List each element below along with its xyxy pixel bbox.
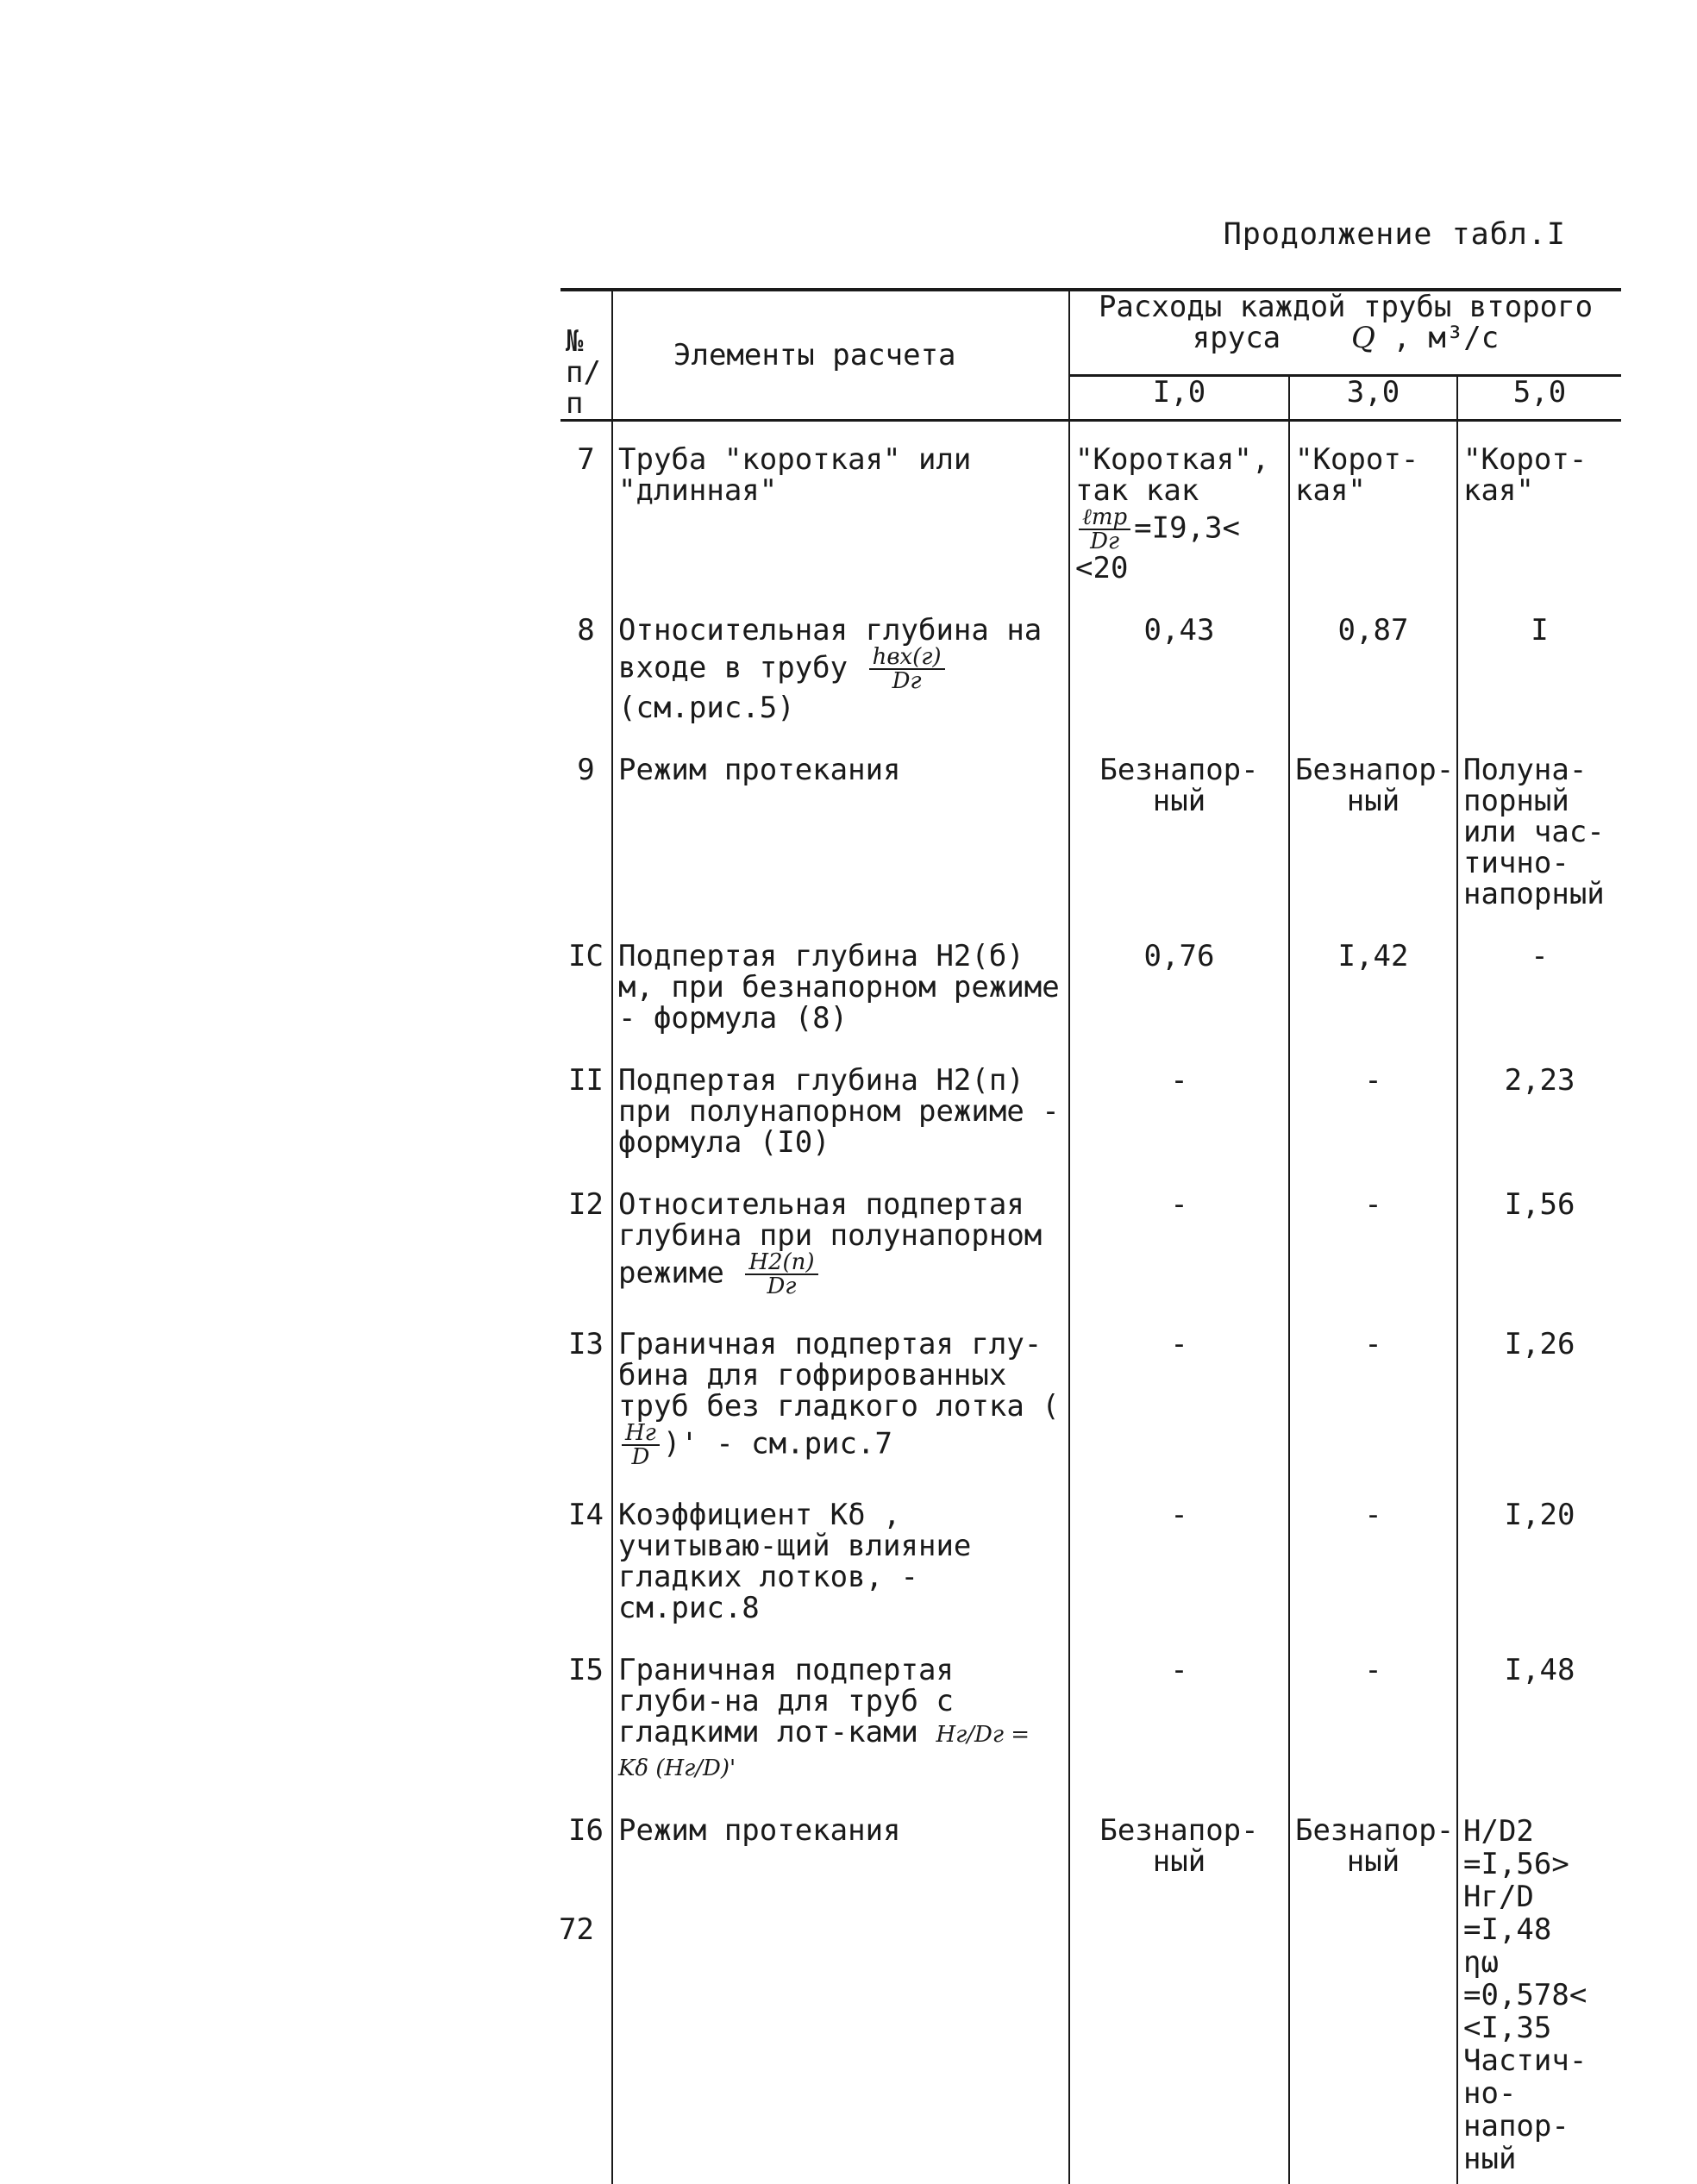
row-value-3: I,26 bbox=[1457, 1306, 1621, 1477]
row-value-2: - bbox=[1289, 1632, 1457, 1793]
table-row bbox=[560, 1167, 1621, 1306]
flow-value-3: 5,0 bbox=[1457, 376, 1621, 421]
row-element-text: Граничная подпертая глу-бина для гофрированных труб без гладкого лотка bbox=[618, 1327, 1043, 1424]
row-element-after: (см.рис.5) bbox=[618, 691, 795, 725]
row-value-2: - bbox=[1289, 1477, 1457, 1632]
header-flow-group bbox=[1069, 290, 1621, 376]
flow-value-1: I,0 bbox=[1069, 376, 1289, 421]
row-value-3: Полуна-порный или час-тично-напорный bbox=[1457, 732, 1621, 918]
ratio-fraction bbox=[1079, 506, 1130, 553]
row-value-1-text: "Короткая", так как bbox=[1075, 442, 1270, 508]
result-line: <I,35 bbox=[1463, 2011, 1552, 2045]
row-value-1: 0,76 bbox=[1069, 918, 1289, 1042]
row-value-1: - bbox=[1069, 1477, 1289, 1632]
row-value-1: - bbox=[1069, 1042, 1289, 1167]
row-value-2: "Корот-кая" bbox=[1289, 421, 1457, 593]
header-num bbox=[560, 290, 612, 421]
flow-value-2: 3,0 bbox=[1289, 376, 1457, 421]
row-value-1: Безнапор-ный bbox=[1069, 732, 1289, 918]
row-element bbox=[612, 1167, 1069, 1306]
flow-header-line1: Расходы каждой трубы второго bbox=[1098, 290, 1594, 324]
row-element: Подпертая глубина H2(б) м, при безнапорном режиме - формула (8) bbox=[612, 918, 1069, 1042]
row-element-text: Относительная глубина на входе в трубу bbox=[618, 613, 1043, 685]
table-row bbox=[560, 421, 1621, 593]
row-value-1 bbox=[1069, 421, 1289, 593]
table-row bbox=[560, 1793, 1621, 2184]
flow-header-symbol: Q bbox=[1351, 321, 1375, 355]
row-value-3: I,56 bbox=[1457, 1167, 1621, 1306]
continuation-label: Продолжение табл.I bbox=[1223, 217, 1566, 252]
header-elements bbox=[612, 290, 1069, 421]
formula-text: Hг/Dг = Kδ (Hг/D)' bbox=[618, 1722, 1030, 1781]
row-value-2: Безнапор-ный bbox=[1289, 1793, 1457, 2184]
row-value-3 bbox=[1457, 1793, 1621, 2184]
row-value-1: - bbox=[1069, 1632, 1289, 1793]
flow-header-unit: , м³/с bbox=[1393, 321, 1500, 355]
header-num-text: № п/п bbox=[566, 324, 601, 421]
calculation-table bbox=[560, 288, 1621, 2184]
table-row bbox=[560, 1632, 1621, 1793]
result-line: но-напор- bbox=[1463, 2076, 1569, 2143]
fraction-numerator: hвх(г) bbox=[869, 646, 945, 670]
row-num: 9 bbox=[577, 753, 595, 787]
row-value-3: - bbox=[1457, 918, 1621, 1042]
row-element-text: Граничная подпертая глуби-на для труб с гладкими лот-ками bbox=[618, 1653, 954, 1749]
header-elements-text: Элементы расчета bbox=[673, 338, 956, 372]
table-row bbox=[560, 732, 1621, 918]
row-value-1: 0,43 bbox=[1069, 592, 1289, 732]
row-value-3: 2,23 bbox=[1457, 1042, 1621, 1167]
table-row bbox=[560, 918, 1621, 1042]
row-num: I6 bbox=[568, 1813, 604, 1848]
row-element: Режим протекания bbox=[612, 732, 1069, 918]
table-row bbox=[560, 1477, 1621, 1632]
row-element: Режим протекания bbox=[612, 1793, 1069, 2184]
row-value-2: I,42 bbox=[1289, 918, 1457, 1042]
page-number: 72 bbox=[559, 1912, 594, 1947]
ratio-fraction bbox=[869, 646, 945, 692]
row-value-3: I,20 bbox=[1457, 1477, 1621, 1632]
row-element: Подпертая глубина H2(п) при полунапорном режиме - формула (I0) bbox=[612, 1042, 1069, 1167]
ratio-fraction bbox=[622, 1422, 660, 1468]
row-num: II bbox=[568, 1063, 604, 1098]
row-value-2: - bbox=[1289, 1306, 1457, 1477]
row-value-2: Безнапор-ный bbox=[1289, 732, 1457, 918]
fraction-denominator: Dг bbox=[1090, 529, 1120, 554]
row-value-3: I bbox=[1457, 592, 1621, 732]
row-num: 7 bbox=[560, 421, 612, 593]
row-value-2: 0,87 bbox=[1289, 592, 1457, 732]
row-num: I4 bbox=[568, 1498, 604, 1532]
row-value-3: I,48 bbox=[1457, 1632, 1621, 1793]
row-value-1: - bbox=[1069, 1306, 1289, 1477]
row-value-2: - bbox=[1289, 1167, 1457, 1306]
fraction-denominator: Dг bbox=[892, 668, 922, 694]
row-value-1: - bbox=[1069, 1167, 1289, 1306]
row-element: Граничная подпертая глу-бина для гофрированных труб без гладкого лотка ( $\frac{Hг}{D}$ )' - см.рис.7 bbox=[612, 1306, 1069, 1477]
flow-header-tier: яруса bbox=[1192, 321, 1281, 355]
result-line: Частич- bbox=[1463, 2043, 1587, 2078]
row-value-1: Безнапор-ный bbox=[1069, 1793, 1289, 2184]
row-element bbox=[612, 1632, 1069, 1793]
fraction-numerator: Hг bbox=[622, 1422, 660, 1446]
table-row bbox=[560, 1306, 1621, 1477]
row-element: Труба "короткая" или "длинная" bbox=[612, 421, 1069, 593]
fraction-numerator: H2(п) bbox=[745, 1251, 817, 1275]
row-element-after: )' - см.рис.7 bbox=[662, 1426, 892, 1461]
result-line: Hг/D =I,48 bbox=[1463, 1880, 1552, 1947]
fraction-numerator: ℓтр bbox=[1079, 506, 1130, 530]
ratio-fraction bbox=[745, 1251, 817, 1298]
row-value-1-after: =I9,3< bbox=[1134, 510, 1240, 546]
fraction-denominator: D bbox=[631, 1444, 650, 1470]
result-line: H/D2 =I,56> bbox=[1463, 1814, 1569, 1881]
row-num: I5 bbox=[568, 1653, 604, 1687]
row-value-1-after2: <20 bbox=[1075, 551, 1129, 585]
result-line: ηω =0,578< bbox=[1463, 1945, 1587, 2012]
row-num: I2 bbox=[568, 1187, 604, 1222]
row-value-3: "Корот-кая" bbox=[1457, 421, 1621, 593]
table-row bbox=[560, 592, 1621, 732]
flow-header-line2 bbox=[1075, 322, 1616, 354]
result-line: ный bbox=[1463, 2142, 1517, 2176]
row-num: I3 bbox=[568, 1327, 604, 1361]
table-row bbox=[560, 1042, 1621, 1167]
row-element: Коэффициент Kδ , учитываю-щий влияние гладких лотков, - см.рис.8 bbox=[612, 1477, 1069, 1632]
row-num: 8 bbox=[577, 613, 595, 648]
row-element-text: Относительная подпертая глубина при полунапорном режиме bbox=[618, 1187, 1043, 1291]
row-value-2: - bbox=[1289, 1042, 1457, 1167]
row-element bbox=[612, 592, 1069, 732]
row-num: IC bbox=[568, 939, 604, 973]
fraction-denominator: Dг bbox=[767, 1273, 797, 1299]
